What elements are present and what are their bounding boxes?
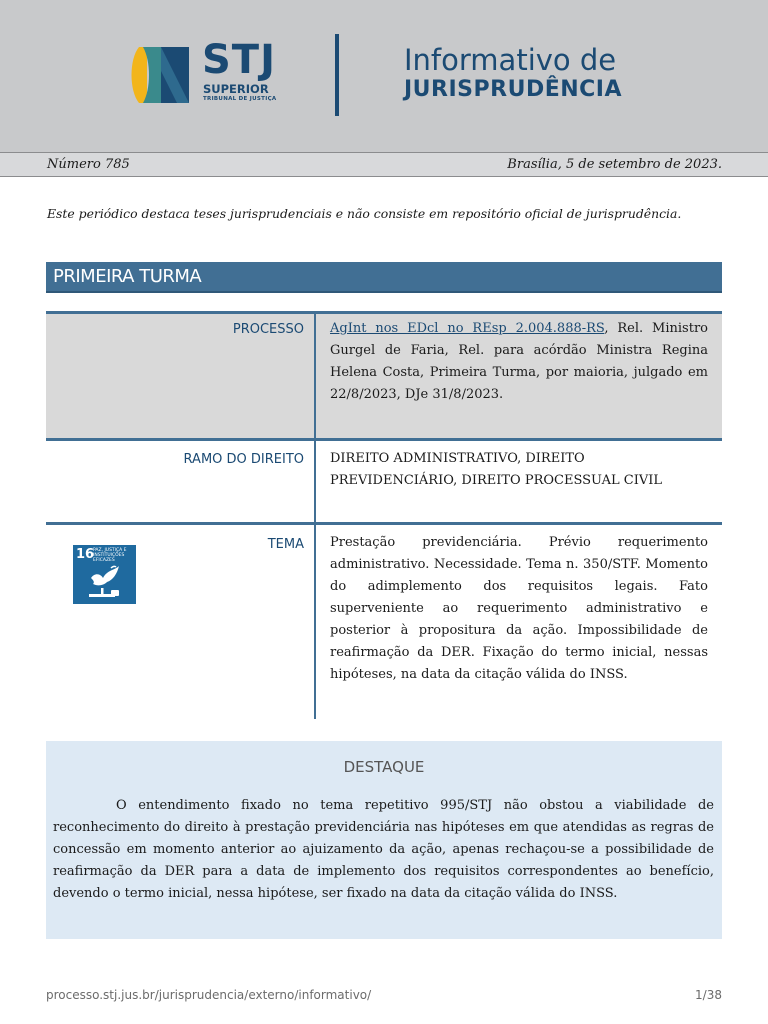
column-divider [314, 314, 316, 438]
logo-name: STJ [202, 37, 276, 83]
page-header [0, 0, 768, 152]
row-divider [46, 311, 722, 314]
section-title: PRIMEIRA TURMA [53, 266, 202, 287]
section-header [46, 262, 722, 293]
stj-logo-icon [127, 45, 189, 105]
dove-gavel-icon [85, 564, 125, 602]
logo-subtitle: SUPERIOR [203, 82, 269, 96]
column-divider [314, 441, 316, 522]
row-divider [46, 522, 722, 525]
publication-title: Informativo de [404, 43, 617, 77]
tema-value: Prestação previdenciária. Prévio requerimento administrativo. Necessidade. Tema n. 350/STF. Momento do adimplemento dos requisitos legais. Fato superveniente ao requerimento administrativo e posterior à propositura da ação. Impossibilidade de reafirmação da DER. Fixação do termo inicial, nessas hipóteses, na data da citação válida do INSS. [330, 535, 708, 682]
ods-number: 16 [76, 547, 95, 562]
issue-date: Brasília, 5 de setembro de 2023. [507, 157, 722, 172]
ramo-value: DIREITO ADMINISTRATIVO, DIREITO PREVIDENCIÁRIO, DIREITO PROCESSUAL CIVIL [330, 451, 662, 488]
disclaimer: Este periódico destaca teses jurisprudenciais e não consiste em repositório oficial de jurisprudência. [47, 206, 682, 221]
processo-link[interactable]: AgInt nos EDcl no REsp 2.004.888-RS [330, 321, 605, 336]
footer-url[interactable]: processo.stj.jus.br/jurisprudencia/externo/informativo/ [46, 988, 372, 1002]
header-divider [335, 34, 339, 116]
row-divider [46, 438, 722, 441]
publication-title-bold: JURISPRUDÊNCIA [404, 77, 623, 102]
destaque-title: DESTAQUE [343, 758, 425, 776]
processo-details: , Rel. Ministro Gurgel de Faria, Rel. para acórdão Ministra Regina Helena Costa, Primeira Turma, por maioria, julgado em 22/8/2023, DJe 31/8/2023. [330, 321, 708, 402]
issue-info-bar [0, 152, 768, 177]
ods-text: PAZ, JUSTIÇA E INSTITUIÇÕES EFICAZES [93, 548, 127, 563]
page-number: 1/38 [695, 988, 722, 1002]
issue-number: Número 785 [47, 157, 130, 172]
ods-16-badge [73, 545, 136, 604]
column-divider [314, 525, 316, 719]
destaque-box [46, 741, 722, 939]
tema-label: TEMA [267, 537, 304, 552]
processo-value [330, 318, 708, 406]
ramo-label: RAMO DO DIREITO [183, 452, 304, 467]
destaque-text: O entendimento fixado no tema repetitivo 995/STJ não obstou a viabilidade de reconhecimento do direito à prestação previdenciária nas hipóteses em que atendidas as regras de concessão em momento anterior ao ajuizamento da ação, apenas rechaçou-se a possibilidade de reafirmação da DER para a data de implemento dos requisitos correspondentes ao benefício, devendo o termo inicial, nessa hipótese, ser fixado na data da citação válida do INSS. [53, 798, 714, 901]
processo-label: PROCESSO [232, 322, 304, 337]
logo-subtitle-small: TRIBUNAL DE JUSTIÇA [203, 96, 277, 102]
